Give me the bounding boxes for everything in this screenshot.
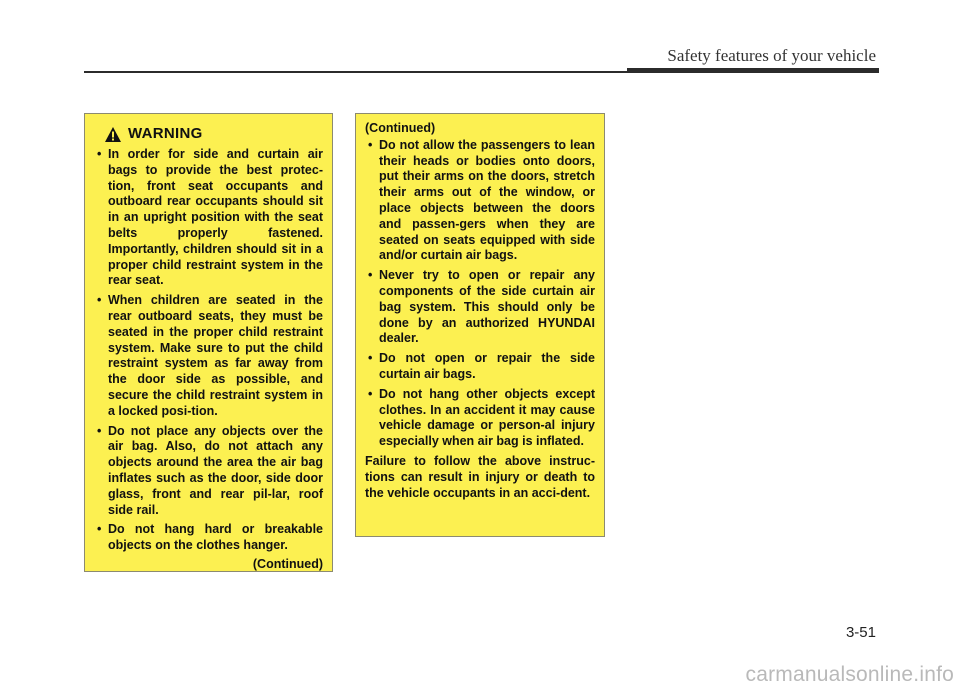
watermark: carmanualsonline.info [745,663,954,686]
page-number: 3-51 [845,624,876,641]
warning-panel-right [355,113,605,537]
continued-label: (Continued) [252,556,323,571]
warning-item: • Do not hang other objects except clothes. In an accident it may cause vehicle damage or person-al injury especially when air bag is inflated. [365,387,595,450]
warning-title: WARNING [128,125,203,143]
continued-label: (Continued) [365,121,436,135]
closing-text: Failure to follow the above instruc-tions can result in injury or death to the vehicle occupants in an acci-dent. [365,453,595,500]
warning-item: • Never try to open or repair any components of the side curtain air bag system. This should only be done by an authorized HYUNDAI dealer. [365,268,595,347]
warning-list-left [94,147,323,554]
warning-panel-left [84,113,333,572]
warning-header [104,124,323,144]
section-title: Safety features of your vehicle [667,46,876,65]
header-rule-accent [627,68,879,73]
warning-item: • Do not place any objects over the air bag. Also, do not attach any objects around the area the air bag inflates such as the door, side door glass, front and rear pil-lar, roof side rail. [94,424,323,519]
warning-item: • In order for side and curtain air bags to provide the best protec-tion, front seat occupants and outboard rear occupants should sit in an upright position with the seat belts properly fastened. Importantly, children should sit in a proper child restraint system in the rear seat. [94,147,323,289]
warning-item: • Do not hang hard or breakable objects on the clothes hanger. [94,522,323,554]
warning-item: • Do not allow the passengers to lean their heads or bodies onto doors, put their arms on the doors, stretch their arms out of the window, or place objects between the doors and passen-gers when they are seated on seats equipped with side and/or curtain air bags. [365,138,595,264]
warning-triangle-icon [104,126,122,143]
warning-item: • Do not open or repair the side curtain air bags. [365,351,595,383]
warning-item: • When children are seated in the rear outboard seats, they must be seated in the proper child restraint system. Make sure to put the child restraint system as far away from the door side as possible, and secure the child restraint system in a locked posi-tion. [94,293,323,419]
warning-list-right [365,138,595,450]
